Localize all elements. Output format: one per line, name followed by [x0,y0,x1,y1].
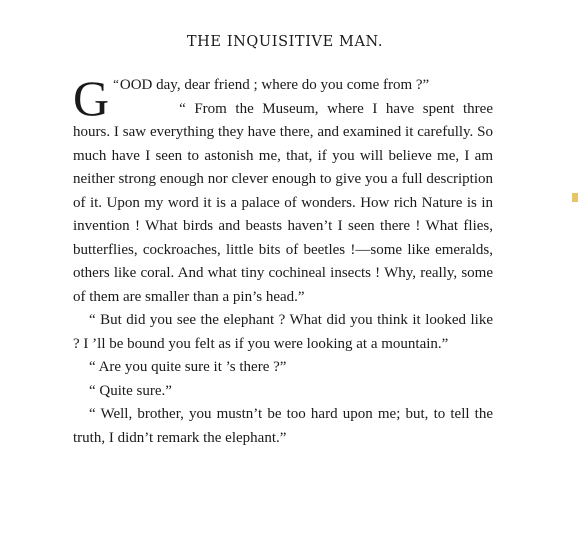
opening-text: OOD day, dear friend ; where do you come from ?” [119,77,430,93]
opening-quote-mark: “ [113,76,119,91]
paragraph-elephant-question: “ But did you see the elephant ? What did you think it looked like ? I ’ll be bound you felt as if you were looking at a mountain.” [73,312,493,352]
drop-cap-letter: G [73,70,110,126]
margin-marker [572,193,578,202]
opening-line [73,70,493,126]
paragraph-quite-sure: “ Quite sure.” [89,382,172,399]
paragraph-are-you-sure: “ Are you quite sure it ’s there ?” [89,359,287,375]
paragraph-museum: “ From the Museum, where I have spent three hours. I saw everything they have there, and examined it carefully. So much have I seen to astonish me, that, if you will believe me, I am neither strong enough nor clever enough to give you a full description of it. Upon my word it is a palace of wonders. How rich Nature is in invention ! What birds and beasts haven’t I seen there ! What flies, butterflies, cockroaches, little bits of beetles !—some like emeralds, others like coral. And what tiny cochineal insects ! Why, really, some of them are smaller than a pin’s head.” [73,100,493,305]
chapter-title: THE INQUISITIVE MAN. [186,34,384,50]
story-text [73,70,493,450]
paragraph-didnt-remark: “ Well, brother, you mustn’t be too hard upon me; but, to tell the truth, I didn’t remark the elephant.” [73,406,493,446]
